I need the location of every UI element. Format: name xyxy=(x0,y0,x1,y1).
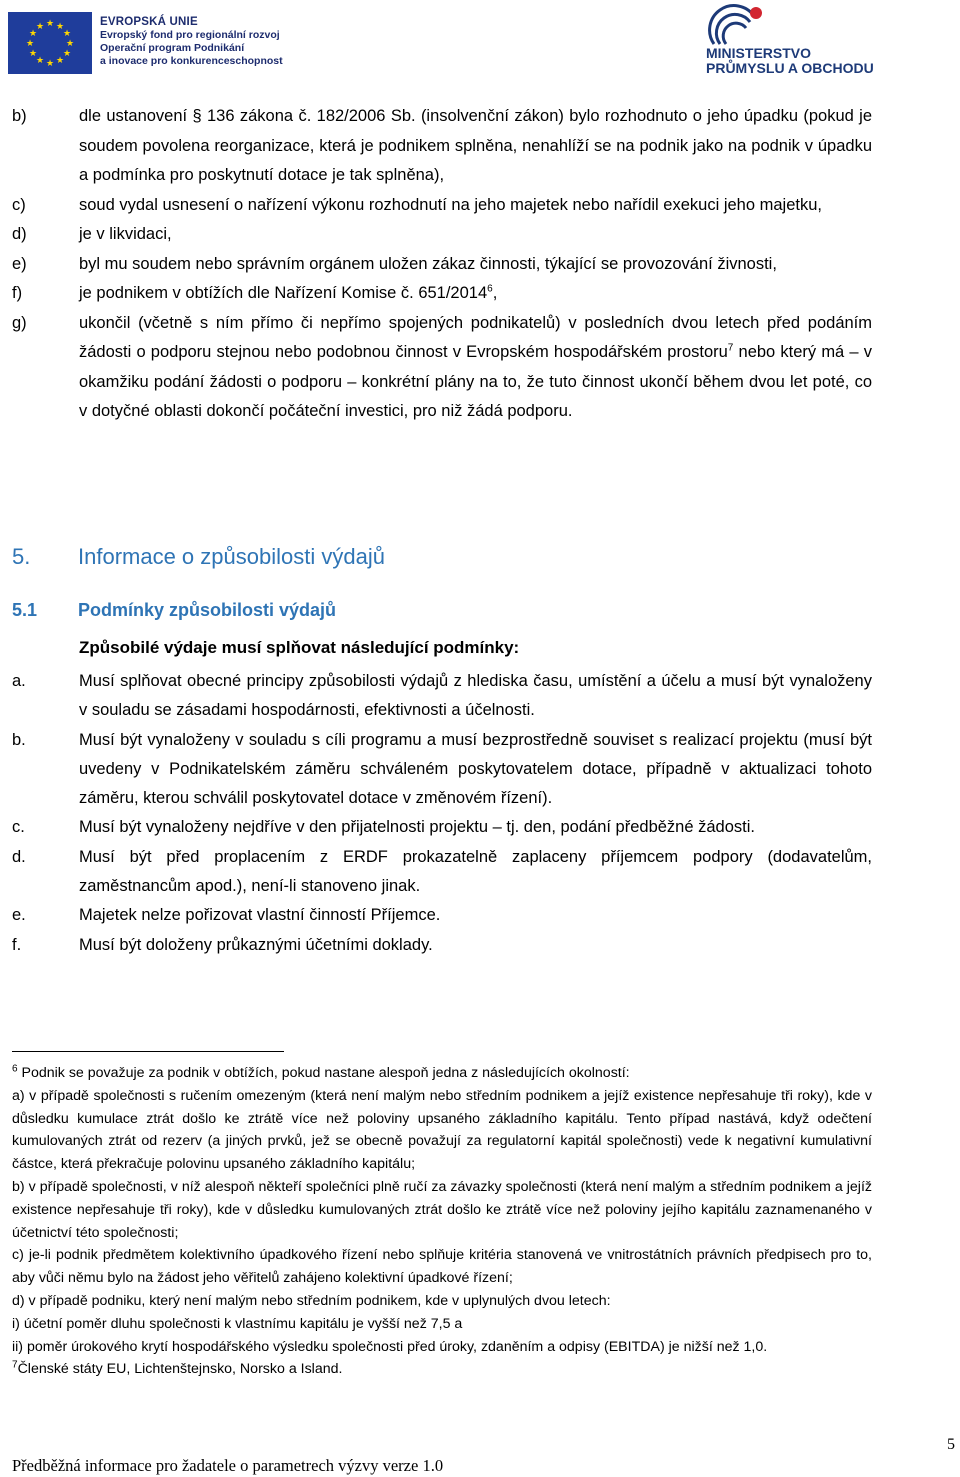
list-text: je v likvidaci, xyxy=(79,225,172,243)
svg-text:★: ★ xyxy=(62,48,72,58)
eu-logo-block xyxy=(8,8,283,76)
conditions-list xyxy=(12,102,872,427)
list-text: dle ustanovení § 136 zákona č. 182/2006 Sb. (insolvenční zákon) bylo rozhodnuto o jeho úpadku (pokud je soudem povolena reorganizace, která je podnikem splněna, nenahlíží se na podnik jako na podnik v úpadku a podmínka pro poskytnutí dotace je tak splněna), xyxy=(79,107,872,184)
mpo-logo-text xyxy=(706,46,874,76)
list-text: Majetek nelze pořizovat vlastní činností Příjemce. xyxy=(79,906,441,925)
list-item xyxy=(12,250,872,280)
list-marker: b) xyxy=(12,107,27,125)
list-text-tail: , xyxy=(492,284,498,302)
svg-text:★: ★ xyxy=(25,38,35,48)
footnote-text: Podnik se považuje za podnik v obtížích, pokud nastane alespoň jedna z následujících okolností: xyxy=(21,1065,630,1081)
list-text-tail: nebo který má – v okamžiku podání žádosti o podporu – konkrétní plány na to, že tuto činnost ukončí během dvou let poté, co v dotyčné oblasti dokončí počáteční investici, pro niž žádá podporu. xyxy=(79,343,872,420)
svg-text:★: ★ xyxy=(45,58,55,68)
svg-text:★: ★ xyxy=(35,55,45,65)
subsection-title: Podmínky způsobilosti výdajů xyxy=(78,600,337,620)
list-marker: b. xyxy=(12,730,26,749)
list-marker: e. xyxy=(12,906,26,925)
footnote-ref[interactable]: 7 xyxy=(727,342,734,354)
svg-text:★: ★ xyxy=(28,28,38,38)
eu-stars-icon xyxy=(8,12,92,74)
list-marker: g) xyxy=(12,313,27,332)
list-item xyxy=(12,901,872,930)
eu-line: EVROPSKÁ UNIE xyxy=(100,16,198,28)
list-item xyxy=(12,191,872,221)
list-marker: a. xyxy=(12,672,26,690)
list-item xyxy=(12,309,872,427)
list-text: Musí být vynaloženy nejdříve v den přijatelnosti projektu – tj. den, podání předběžné žádosti. xyxy=(79,818,755,837)
list-marker: f) xyxy=(12,284,23,302)
footnote-6-intro xyxy=(12,1062,872,1085)
list-item xyxy=(12,931,872,960)
list-marker: c. xyxy=(12,818,25,837)
section-number: 5. xyxy=(12,544,31,569)
svg-text:★: ★ xyxy=(65,38,75,48)
list-marker: c) xyxy=(12,195,26,214)
list-item xyxy=(12,726,872,814)
mpo-line: PRŮMYSLU A OBCHODU xyxy=(706,60,874,76)
list-text: byl mu soudem nebo správním orgánem uložen zákaz činnosti, týkající se provozování živnosti, xyxy=(79,254,777,273)
eu-logo-text xyxy=(100,16,283,68)
eu-line: Evropský fond pro regionální rozvoj xyxy=(100,29,280,41)
list-marker: e) xyxy=(12,254,27,273)
footnote-6-a: a) v případě společnosti s ručením omezeným (která není malým nebo středním podnikem a jejíž existence nepřesahuje tři roky), kde v důsledku kumulace ztrát došlo ke ztrátě více než poloviny upsaného základního kapitálu. Tento případ nastává, když odečtení kumulovaných ztrát od rezerv (a jiných prvků, jež se obecně považují za regulatorní kapitál společnosti) vede k negativní kumulativní částce, která překračuje polovinu upsaného základního kapitálu; xyxy=(12,1087,872,1173)
footnote-number: 7 xyxy=(12,1359,18,1371)
page-footer: Předběžná informace pro žadatele o parametrech výzvy verze 1.0 xyxy=(12,1456,444,1475)
footnote-6-d: d) v případě podniku, který není malým nebo středním podnikem, kde v uplynulých dvou letech: xyxy=(12,1292,611,1309)
list-marker: f. xyxy=(12,935,22,954)
footnote-7 xyxy=(12,1358,872,1381)
svg-text:★: ★ xyxy=(62,28,72,38)
list-text: Musí být vynaloženy v souladu s cíli programu a musí bezprostředně souviset s realizací projektu (musí být uvedeny v Podnikatelském záměru schváleném poskytovatelem dotace, případně v aktualizaci tohoto záměru, kterou schválil poskytovatel dotace v změnovém řízení). xyxy=(79,730,872,808)
footnote-ref[interactable]: 6 xyxy=(487,283,493,295)
eu-line: a inovace pro konkurenceschopnost xyxy=(100,55,283,67)
list-item xyxy=(12,279,872,309)
list-text: je podnikem v obtížích dle Nařízení Komise č. 651/2014 xyxy=(79,284,488,302)
page-number: 5 xyxy=(947,1436,955,1453)
eu-line: Operační program Podnikání xyxy=(100,42,245,54)
list-item xyxy=(12,102,872,191)
list-marker: d. xyxy=(12,847,26,866)
mpo-logo-block xyxy=(700,4,875,82)
section-heading xyxy=(12,544,385,570)
conditions-subheading: Způsobilé výdaje musí splňovat následující podmínky: xyxy=(79,638,520,657)
svg-text:★: ★ xyxy=(28,48,38,58)
footnotes xyxy=(12,1062,872,1381)
svg-text:★: ★ xyxy=(55,21,65,31)
list-text: Musí být před proplacením z ERDF prokazatelně zaplaceny příjemcem podpory (dodavatelům, zaměstnancům apod.), není-li stanoveno jinak. xyxy=(79,847,872,896)
list-item xyxy=(12,667,872,726)
eu-flag-icon xyxy=(8,12,92,74)
footnote-text: Členské státy EU, Lichtenštejnsko, Norsko a Island. xyxy=(17,1361,343,1378)
footnote-number: 6 xyxy=(12,1063,18,1075)
subsection-number: 5.1 xyxy=(12,600,38,620)
list-marker: d) xyxy=(12,225,27,243)
list-item xyxy=(12,813,872,842)
list-text: Musí splňovat obecné principy způsobilosti výdajů z hlediska času, umístění a účelu a musí být vynaloženy v souladu se zásadami hospodárnosti, efektivnosti a účelnosti. xyxy=(79,672,872,720)
list-item xyxy=(12,220,872,250)
list-text: soud vydal usnesení o nařízení výkonu rozhodnutí na jeho majetek nebo nařídil exekuci jeho majetku, xyxy=(79,195,822,214)
mpo-line: MINISTERSTVO xyxy=(706,45,812,61)
list-item xyxy=(12,843,872,902)
list-text: Musí být doloženy průkaznými účetními doklady. xyxy=(79,935,433,954)
footnote-6-ii: ii) poměr úrokového krytí hospodářského výsledku společnosti před úroky, zdaněním a odpisy (EBITDA) je nižší než 1,0. xyxy=(12,1338,768,1355)
svg-text:★: ★ xyxy=(55,55,65,65)
section-title: Informace o způsobilosti výdajů xyxy=(78,544,385,569)
list-text: ukončil (včetně s ním přímo či nepřímo spojených podnikatelů) v posledních dvou letech před podáním žádosti o podporu stejnou nebo podobnou činnost v Evropském hospodářském prostoru xyxy=(79,313,872,361)
footnote-6-c: c) je-li podnik předmětem kolektivního úpadkového řízení nebo splňuje kritéria stanovená ve vnitrostátních právních předpisech pro to, aby vůči němu bylo na žádost jeho věřitelů zahájeno kolektivní úpadkové řízení; xyxy=(12,1247,872,1287)
svg-text:★: ★ xyxy=(45,18,55,28)
mpo-emblem-icon xyxy=(706,4,766,48)
footnote-separator xyxy=(12,1051,284,1052)
svg-text:★: ★ xyxy=(35,21,45,31)
footnote-6-b: b) v případě společnosti, v níž alespoň někteří společníci plně ručí za závazky společnosti (která není malým a středním podnikem a jejíž existence nepřesahuje tři roky), kde v důsledku kumulovaných ztrát došlo ke ztrátě více než poloviny jejího kapitálu zaznamenaného v účetnictví této společnosti; xyxy=(12,1178,872,1241)
footnote-6-i: i) účetní poměr dluhu společnosti k vlastnímu kapitálu je vyšší než 7,5 a xyxy=(12,1315,463,1332)
eligibility-list xyxy=(12,667,872,960)
subsection-heading xyxy=(12,600,336,621)
